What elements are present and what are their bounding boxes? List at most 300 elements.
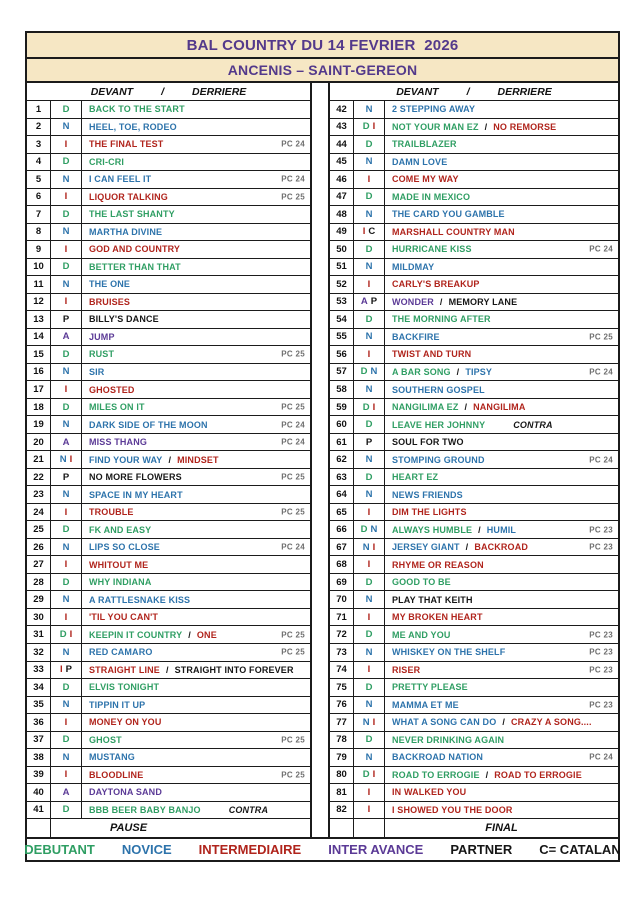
derriere-label: DERRIERE	[497, 85, 552, 98]
level-code	[354, 381, 385, 398]
row-number: 43	[330, 119, 354, 136]
level-code	[51, 311, 82, 328]
pc-label: PC 24	[589, 244, 613, 254]
level-code-letter: I	[64, 191, 68, 203]
level-code-letter: A	[62, 436, 70, 448]
table-row	[330, 469, 618, 487]
level-code	[354, 802, 385, 819]
row-number: 11	[27, 276, 51, 293]
row-number: 56	[330, 346, 354, 363]
row-number: 19	[27, 416, 51, 433]
row-number: 24	[27, 504, 51, 521]
dance-title-cell	[385, 171, 618, 188]
row-number: 34	[27, 679, 51, 696]
table-row	[330, 486, 618, 504]
pc-label: PC 24	[281, 542, 305, 552]
dance-title: WHY INDIANA	[89, 577, 152, 588]
level-code	[51, 451, 82, 468]
dance-title-cell	[385, 626, 618, 643]
level-code-letter: D	[360, 524, 368, 536]
left-rows	[27, 101, 310, 819]
dance-title-cell	[82, 259, 310, 276]
table-row	[330, 697, 618, 715]
dance-title-cell	[82, 662, 310, 679]
row-number: 49	[330, 224, 354, 241]
table-row	[330, 399, 618, 417]
dance-title: ME AND YOU	[392, 629, 451, 640]
row-number: 26	[27, 539, 51, 556]
pc-label: PC 24	[281, 420, 305, 430]
level-code	[51, 556, 82, 573]
table-row	[330, 154, 618, 172]
table-row	[330, 802, 618, 820]
row-number: 48	[330, 206, 354, 223]
dance-title: KEEPIN IT COUNTRY	[89, 629, 183, 640]
dance-title: NO REMORSE	[493, 121, 557, 132]
row-number: 7	[27, 206, 51, 223]
dance-title: DAYTONA SAND	[89, 787, 162, 798]
table-row	[330, 346, 618, 364]
pc-label: PC 23	[589, 647, 613, 657]
dance-title-cell	[82, 697, 310, 714]
level-code	[354, 679, 385, 696]
dance-title: RHYME OR REASON	[392, 559, 484, 570]
level-code-letter: N	[370, 366, 378, 378]
level-code-letter: I	[64, 138, 68, 150]
level-code-letter: D	[62, 261, 70, 273]
table-row	[330, 364, 618, 382]
level-code-letter: N	[362, 716, 370, 728]
dance-title-cell	[385, 697, 618, 714]
pc-label: PC 25	[281, 735, 305, 745]
row-number: 28	[27, 574, 51, 591]
dance-title: NEWS FRIENDS	[392, 489, 463, 500]
dance-title: DAMN LOVE	[392, 156, 448, 167]
level-code	[354, 556, 385, 573]
level-code-letter: I	[367, 559, 371, 571]
dance-title: MY BROKEN HEART	[392, 612, 483, 623]
tables-area	[27, 83, 618, 837]
level-code	[51, 784, 82, 801]
table-row	[330, 591, 618, 609]
contra-note: CONTRA	[513, 419, 553, 430]
level-code-letter: N	[62, 646, 70, 658]
level-code	[51, 189, 82, 206]
table-row	[330, 311, 618, 329]
table-row	[330, 119, 618, 137]
level-code	[354, 364, 385, 381]
level-code	[51, 329, 82, 346]
row-number: 31	[27, 626, 51, 643]
table-row	[330, 609, 618, 627]
level-code-letter: D	[62, 734, 70, 746]
dance-title-cell	[82, 311, 310, 328]
level-code	[354, 574, 385, 591]
row-number: 25	[27, 521, 51, 538]
dance-title: RUST	[89, 349, 115, 360]
table-row	[330, 504, 618, 522]
row-number: 73	[330, 644, 354, 661]
table-row	[27, 662, 310, 680]
dance-title-cell	[82, 171, 310, 188]
row-number: 51	[330, 259, 354, 276]
table-row	[27, 609, 310, 627]
dance-title: 2 STEPPING AWAY	[392, 104, 476, 115]
table-row	[27, 679, 310, 697]
dance-title: I SHOWED YOU THE DOOR	[392, 804, 513, 815]
empty-number-cell	[27, 819, 51, 837]
dance-title-cell	[82, 784, 310, 801]
table-row	[27, 767, 310, 785]
dance-title: A RATTLESNAKE KISS	[89, 594, 191, 605]
event-title: BAL COUNTRY DU 14 FEVRIER 2026	[186, 36, 459, 54]
dance-title: STRAIGHT LINE	[89, 664, 160, 675]
dance-title: JERSEY GIANT	[392, 542, 460, 553]
row-number: 36	[27, 714, 51, 731]
level-code-letter: N	[62, 278, 70, 290]
level-code-letter: N	[62, 173, 70, 185]
row-number: 65	[330, 504, 354, 521]
dance-title-cell	[385, 521, 618, 538]
dance-title-cell	[385, 644, 618, 661]
level-code	[354, 101, 385, 118]
row-number: 2	[27, 119, 51, 136]
dance-title: COME MY WAY	[392, 174, 459, 185]
pc-label: PC 23	[589, 700, 613, 710]
dance-title: LIPS SO CLOSE	[89, 542, 160, 553]
dance-title: BRUISES	[89, 296, 131, 307]
row-number: 53	[330, 294, 354, 311]
row-number: 81	[330, 784, 354, 801]
level-code-letter: D	[365, 191, 373, 203]
slash-separator: /	[439, 296, 443, 307]
final-row	[330, 819, 618, 837]
pc-label: PC 24	[281, 174, 305, 184]
level-code-letter: D	[62, 103, 70, 115]
dance-title-cell	[385, 662, 618, 679]
table-row	[27, 504, 310, 522]
level-code-letter: D	[62, 524, 70, 536]
level-code-letter: I	[367, 506, 371, 518]
level-code-letter: D	[365, 734, 373, 746]
pc-label: PC 24	[281, 437, 305, 447]
dance-title-cell	[385, 732, 618, 749]
table-row	[27, 119, 310, 137]
pc-label: PC 24	[589, 367, 613, 377]
dance-title: BBB BEER BABY BANJO	[89, 804, 201, 815]
dance-title: ELVIS TONIGHT	[89, 682, 160, 693]
table-row	[27, 556, 310, 574]
dance-title: NEVER DRINKING AGAIN	[392, 734, 505, 745]
pc-label: PC 23	[589, 630, 613, 640]
level-code-letter: N	[365, 699, 373, 711]
row-number: 10	[27, 259, 51, 276]
dance-title-cell	[385, 329, 618, 346]
level-code-letter: C	[368, 226, 376, 238]
level-code	[51, 802, 82, 819]
dance-title-cell	[385, 294, 618, 311]
dance-title-cell	[82, 224, 310, 241]
dance-title-cell	[82, 591, 310, 608]
dance-title-cell	[82, 206, 310, 223]
dance-title-cell	[385, 749, 618, 766]
dance-title-cell	[82, 521, 310, 538]
row-number: 70	[330, 591, 354, 608]
table-row	[27, 521, 310, 539]
table-row	[27, 364, 310, 382]
dance-title-cell	[385, 556, 618, 573]
dance-title: IN WALKED YOU	[392, 787, 467, 798]
pc-label: PC 25	[281, 507, 305, 517]
dance-title: PRETTY PLEASE	[392, 682, 468, 693]
level-code	[354, 136, 385, 153]
row-number: 35	[27, 697, 51, 714]
dance-title: LIQUOR TALKING	[89, 191, 168, 202]
row-number: 4	[27, 154, 51, 171]
level-code	[51, 136, 82, 153]
level-code-letter: N	[62, 366, 70, 378]
row-number: 23	[27, 486, 51, 503]
level-code-letter: I	[367, 348, 371, 360]
table-row	[330, 206, 618, 224]
dance-title: BACK TO THE START	[89, 104, 185, 115]
level-code	[51, 241, 82, 258]
level-code	[354, 539, 385, 556]
table-row	[27, 189, 310, 207]
dance-title: THE ONE	[89, 279, 131, 290]
level-code-letter: P	[62, 471, 70, 483]
table-row	[330, 259, 618, 277]
legend-item-partner: PARTNER	[450, 842, 513, 857]
level-code-letter: I	[367, 611, 371, 623]
slash-separator: /	[485, 769, 489, 780]
row-number: 16	[27, 364, 51, 381]
table-row	[27, 311, 310, 329]
level-code-letter: D	[365, 471, 373, 483]
dance-title: ONE	[196, 629, 217, 640]
dance-title-cell	[385, 119, 618, 136]
level-code-letter: N	[62, 489, 70, 501]
dance-title: TIPPIN IT UP	[89, 699, 146, 710]
column-header-left	[27, 83, 310, 101]
dance-title: RISER	[392, 664, 421, 675]
dance-title: HEART EZ	[392, 472, 439, 483]
row-number: 76	[330, 697, 354, 714]
dance-title: NANGILIMA	[473, 402, 526, 413]
level-code	[51, 486, 82, 503]
legend-item-c-catalan: C= CATALAN	[539, 842, 621, 857]
table-row	[27, 802, 310, 820]
dance-title: MINDSET	[177, 454, 219, 465]
slash-separator: /	[456, 366, 460, 377]
dance-title: SOUL FOR TWO	[392, 437, 464, 448]
dance-title-cell	[82, 714, 310, 731]
level-code-letter: D	[362, 769, 370, 781]
level-code-letter: N	[365, 208, 373, 220]
row-number: 61	[330, 434, 354, 451]
level-code	[354, 434, 385, 451]
table-row	[27, 294, 310, 312]
devant-label: DEVANT	[396, 85, 439, 98]
row-number: 78	[330, 732, 354, 749]
level-code	[354, 697, 385, 714]
final-label: FINAL	[485, 822, 518, 834]
row-number: 14	[27, 329, 51, 346]
dance-title-cell	[385, 259, 618, 276]
dance-title: WONDER	[392, 296, 434, 307]
table-row	[27, 329, 310, 347]
column-gap	[312, 83, 328, 837]
level-code	[51, 574, 82, 591]
table-row	[330, 574, 618, 592]
row-number: 40	[27, 784, 51, 801]
level-code	[354, 329, 385, 346]
level-code	[51, 276, 82, 293]
dance-title-cell	[385, 136, 618, 153]
dance-title: NANGILIMA EZ	[392, 402, 459, 413]
dance-title: THE CARD YOU GAMBLE	[392, 209, 505, 220]
dance-title-cell	[385, 504, 618, 521]
table-row	[330, 644, 618, 662]
dance-title-cell	[82, 574, 310, 591]
dance-title: MUSTANG	[89, 752, 135, 763]
row-number: 67	[330, 539, 354, 556]
row-number: 46	[330, 171, 354, 188]
slash-separator: /	[502, 717, 506, 728]
dance-title: SPACE IN MY HEART	[89, 489, 183, 500]
title-band	[27, 33, 618, 59]
level-code	[354, 486, 385, 503]
slash-separator: /	[464, 402, 468, 413]
level-code-letter: I	[362, 226, 366, 238]
dance-title: I CAN FEEL IT	[89, 174, 152, 185]
table-row	[27, 399, 310, 417]
row-number: 55	[330, 329, 354, 346]
level-code	[51, 609, 82, 626]
row-number: 68	[330, 556, 354, 573]
table-row	[330, 784, 618, 802]
table-row	[27, 381, 310, 399]
level-code	[354, 749, 385, 766]
level-code-letter: D	[62, 681, 70, 693]
level-code-letter: P	[65, 664, 72, 676]
pc-label: PC 23	[589, 665, 613, 675]
right-table	[328, 83, 618, 837]
dance-title: ROAD TO ERROGIE	[494, 769, 582, 780]
dance-title-cell	[82, 119, 310, 136]
row-number: 79	[330, 749, 354, 766]
level-code-letter: N	[362, 541, 370, 553]
level-code-letter: I	[367, 786, 371, 798]
row-number: 77	[330, 714, 354, 731]
dance-title-cell	[82, 276, 310, 293]
row-number: 18	[27, 399, 51, 416]
level-code	[51, 767, 82, 784]
row-number: 59	[330, 399, 354, 416]
legend-row	[24, 837, 621, 860]
dance-title-cell	[385, 276, 618, 293]
row-number: 44	[330, 136, 354, 153]
level-code	[354, 276, 385, 293]
dance-title: BACKFIRE	[392, 331, 440, 342]
row-number: 33	[27, 662, 51, 679]
level-code-letter: I	[69, 454, 73, 466]
table-row	[27, 136, 310, 154]
row-number: 80	[330, 767, 354, 784]
dance-title: CRAZY A SONG....	[511, 717, 592, 728]
row-number: 21	[27, 451, 51, 468]
dance-title: A BAR SONG	[392, 366, 451, 377]
dance-title-cell	[385, 802, 618, 819]
dance-title-cell	[385, 469, 618, 486]
row-number: 69	[330, 574, 354, 591]
level-code-letter: P	[62, 313, 70, 325]
row-number: 72	[330, 626, 354, 643]
level-code	[354, 346, 385, 363]
slash-separator: /	[188, 629, 191, 640]
dance-title-cell	[82, 154, 310, 171]
level-code-letter: N	[365, 751, 373, 763]
row-number: 29	[27, 591, 51, 608]
level-code-letter: N	[365, 384, 373, 395]
row-number: 5	[27, 171, 51, 188]
table-row	[330, 767, 618, 785]
row-number: 32	[27, 644, 51, 661]
level-code	[354, 171, 385, 188]
level-code-letter: I	[60, 664, 63, 676]
level-code-letter: N	[62, 699, 70, 711]
dance-title-cell	[385, 189, 618, 206]
row-number: 1	[27, 101, 51, 118]
level-code-letter: N	[365, 646, 373, 658]
level-code-letter: P	[370, 296, 378, 308]
level-code	[354, 224, 385, 241]
dance-title-cell	[82, 802, 310, 819]
table-row	[27, 784, 310, 802]
row-number: 39	[27, 767, 51, 784]
dance-title-cell	[385, 364, 618, 381]
legend-item-intermediaire: INTERMEDIAIRE	[198, 842, 302, 857]
slash-separator: /	[161, 85, 165, 98]
level-code	[354, 626, 385, 643]
dance-title: FIND YOUR WAY	[89, 454, 163, 465]
level-code-letter: I	[367, 173, 371, 185]
table-row	[27, 714, 310, 732]
row-number: 38	[27, 749, 51, 766]
level-code	[51, 399, 82, 416]
dance-title: BACKROAD NATION	[392, 752, 484, 763]
table-row	[27, 434, 310, 452]
level-code	[51, 224, 82, 241]
row-number: 57	[330, 364, 354, 381]
level-code	[51, 206, 82, 223]
row-number: 42	[330, 101, 354, 118]
row-number: 22	[27, 469, 51, 486]
dance-title-cell	[82, 504, 310, 521]
pc-label: PC 23	[589, 525, 613, 535]
level-code	[354, 311, 385, 328]
level-code	[51, 434, 82, 451]
dance-title-cell	[385, 154, 618, 171]
dance-title: HUMIL	[486, 524, 517, 535]
level-code-letter: A	[360, 296, 368, 308]
table-row	[330, 556, 618, 574]
level-code-letter: D	[365, 243, 373, 255]
row-number: 17	[27, 381, 51, 398]
dance-title-cell	[385, 416, 618, 433]
level-code-letter: D	[62, 348, 70, 360]
dance-title: HEEL, TOE, RODEO	[89, 121, 177, 132]
